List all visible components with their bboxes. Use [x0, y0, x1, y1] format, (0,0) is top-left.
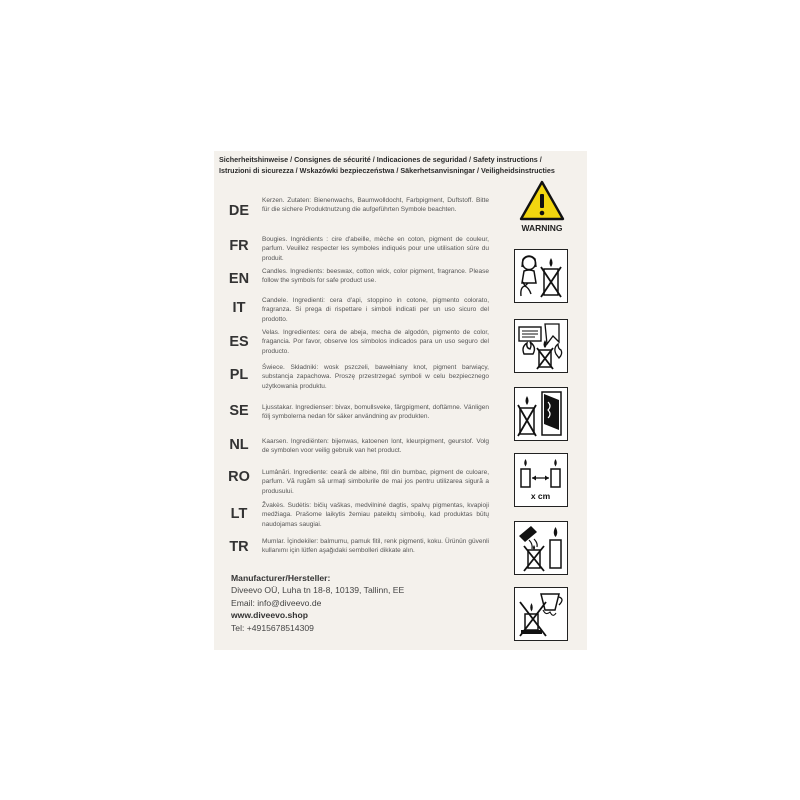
spacing-label: x cm	[530, 491, 551, 501]
warning-label: WARNING	[521, 223, 563, 233]
language-text-fr: Bougies. Ingrédients : cire d'abeille, mèche en coton, pigment de couleur, parfum. Veuillez respecter les symboles indiqués pour une utilisation sûre du produit.	[262, 236, 489, 262]
language-code-tr: TR	[229, 539, 249, 555]
language-text-ro: Lumânări. Ingrediente: ceară de albine, fitil din bumbac, pigment de culoare, parfum. Vă rugăm să urmați simbolurile de mai jos pentru utilizarea sigură a produsului.	[262, 469, 489, 495]
safety-instructions-sheet	[214, 151, 587, 650]
language-text-es: Velas. Ingredientes: cera de abeja, mecha de algodón, pigmento de color, fragancia. Por favor, observe los símbolos indicados para un uso seguro del producto.	[262, 329, 489, 355]
keep-away-from-children-and-pets-icon	[514, 249, 568, 303]
do-not-extinguish-with-water-icon	[514, 521, 568, 575]
language-code-en: EN	[228, 271, 250, 287]
language-text-tr: Mumlar. İçindekiler: balmumu, pamuk fitil, renk pigmenti, koku. Ürünün güvenli kullanımı için lütfen aşağıdaki sembolleri dikkate alın.	[262, 538, 489, 555]
language-text-lt: Žvakės. Sudėtis: bičių vaškas, medvilninė dagtis, spalvų pigmentas, kvapioji medžiaga. Prašome laikytis žemiau pateiktų simbolių, kad produktas būtų naudojamas saugiai.	[262, 502, 489, 528]
language-code-fr: FR	[229, 238, 249, 254]
manufacturer-address: Diveevo OÜ, Luha tn 18-8, 10139, Tallinn, EE	[231, 585, 405, 596]
manufacturer-website: www.diveevo.shop	[231, 610, 309, 621]
language-code-ro: RO	[228, 469, 250, 485]
language-text-nl: Kaarsen. Ingrediënten: bijenwas, katoenen lont, kleurpigment, geurstof. Volg de symbolen voor veilig gebruik van het product.	[262, 438, 489, 455]
manufacturer-phone: Tel: +4915678514309	[231, 622, 314, 633]
language-text-it: Candele. Ingredienti: cera d'api, stoppino in cotone, pigmento colorato, fragranza. Si prega di rispettare i simboli indicati per un uso sicuro del prodotto.	[262, 297, 489, 323]
language-code-de: DE	[228, 203, 250, 219]
language-code-se: SE	[229, 403, 249, 419]
keep-distance-between-candles-icon	[514, 453, 568, 507]
header-line-1: Sicherheitshinweise / Consignes de sécurité / Indicaciones de seguridad / Safety instructions /	[219, 155, 542, 164]
language-text-en: Candles. Ingredients: beeswax, cotton wick, color pigment, fragrance. Please follow the symbols for safe product use.	[262, 268, 489, 285]
language-text-de: Kerzen. Zutaten: Bienenwachs, Baumwolldocht, Farbpigment, Duftstoff. Bitte für die sichere Produktnutzung die aufgeführten Symbole beachten.	[262, 197, 489, 214]
language-code-lt: LT	[230, 506, 248, 522]
language-text-se: Ljusstakar. Ingredienser: bivax, bomullsveke, färgpigment, doftämne. Vänligen följ symbolerna nedan för säker användning av produkten.	[262, 404, 489, 421]
manufacturer-heading: Manufacturer/Hersteller:	[231, 573, 331, 583]
header-line-2: Istruzioni di sicurezza / Wskazówki bezpieczeństwa / Säkerhetsanvisningar / Veiligheidsinstructies	[219, 165, 555, 175]
manufacturer-email: Email: info@diveevo.de	[231, 597, 322, 608]
language-code-pl: PL	[229, 367, 249, 383]
language-code-nl: NL	[229, 437, 249, 453]
manufacturer-block	[231, 572, 501, 634]
warning-block	[515, 179, 569, 237]
no-drafts-icon	[514, 387, 568, 441]
language-code-it: IT	[232, 300, 246, 316]
keep-away-from-flammable-objects-icon	[514, 319, 568, 373]
language-text-pl: Świece. Składniki: wosk pszczeli, bawełniany knot, pigment barwiący, substancja zapachowa. Proszę przestrzegać symboli w celu bezpiecznego użytkowania produktu.	[262, 364, 489, 390]
do-not-move-burning-candle-icon	[514, 587, 568, 641]
header	[219, 155, 585, 176]
language-code-es: ES	[229, 334, 249, 350]
warning-triangle-icon	[515, 179, 569, 223]
